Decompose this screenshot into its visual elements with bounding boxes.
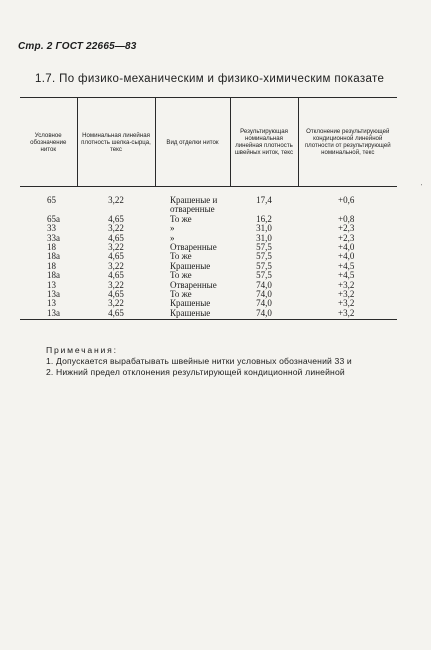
cell-result: 57,5 [256,270,272,281]
cell-code: 65а [47,213,60,224]
cell-finish: То же [170,289,192,300]
cell-silk: 3,22 [108,195,124,205]
cell-silk: 3,22 [108,298,124,309]
cell-code: 13 [47,279,56,290]
table-body [20,187,397,320]
cell-finish: Крашеные [170,260,211,271]
header-deviation: Отклонение результирующей кондиционной линейной плотности от результирующей номинальной, текс [298,98,397,187]
cell-silk: 4,65 [108,213,124,224]
margin-mark: ' [421,184,423,190]
cell-silk: 4,65 [108,232,124,243]
cell-result: 57,5 [256,242,272,253]
cell-result: 57,5 [256,260,272,271]
cell-silk: 4,65 [108,251,124,262]
notes-heading: Примечания: [46,345,118,355]
cell-finish: То же [170,270,192,281]
cell-deviation: +3,2 [338,298,355,309]
cell-result: 31,0 [256,232,272,243]
header-result-density: Результирующая номинальная линейная плотность швейных ниток, текс [230,98,298,187]
header-silk-density: Номинальная линейная плотность шелка-сырца, текс [77,98,155,187]
table-row [20,187,397,215]
cell-result: 74,0 [256,298,272,309]
cell-result: 16,2 [256,213,272,224]
section-title: 1.7. По физико-механическим и физико-химическим показате [35,73,385,85]
notes-block [46,345,401,377]
cell-code: 33 [47,223,56,234]
page-header: Стр. 2 ГОСТ 22665—83 [18,41,137,52]
table-row [20,309,397,320]
cell-deviation: +4,0 [338,242,355,253]
cell-silk: 4,65 [77,309,155,320]
cell-silk: 4,65 [108,270,124,281]
cell-finish: Отваренные [170,279,217,290]
cell-finish: » [170,223,175,234]
header-code: Условное обозначение ниток [20,98,77,187]
cell-deviation: +4,5 [338,270,355,281]
note-item: 1. Допускается вырабатывать швейные нитки условных обозначений 33 и [46,355,352,366]
thread-parameters-table [20,97,397,320]
cell-code: 13 [47,298,56,309]
header-finish: Вид отделки ниток [155,98,230,187]
table-header [20,98,397,187]
cell-code: 18 [47,260,56,271]
cell-code: 65 [47,195,56,205]
cell-deviation: +3,2 [298,309,397,320]
cell-finish: Отваренные [170,242,217,253]
cell-deviation: +0,8 [338,213,355,224]
cell-code: 13а [47,289,60,300]
cell-silk: 3,22 [108,223,124,234]
cell-silk: 4,65 [108,289,124,300]
cell-deviation: +4,5 [338,260,355,271]
cell-deviation: +0,6 [338,195,355,205]
cell-finish: То же [170,213,192,224]
cell-code: 18а [47,251,60,262]
cell-result: 57,5 [256,251,272,262]
cell-finish: » [170,232,175,243]
cell-deviation: +4,0 [338,251,355,262]
cell-result: 17,4 [256,195,272,205]
cell-silk: 3,22 [108,279,124,290]
cell-code: 13а [20,309,77,320]
note-item: 2. Нижний предел отклонения результирующей кондиционной линейной [46,366,345,377]
cell-finish: То же [170,251,192,262]
cell-result: 74,0 [256,289,272,300]
cell-deviation: +2,3 [338,232,355,243]
cell-result: 74,0 [256,279,272,290]
cell-code: 18а [47,270,60,281]
cell-deviation: +2,3 [338,223,355,234]
cell-result: 74,0 [230,309,298,320]
cell-deviation: +3,2 [338,289,355,300]
cell-finish: Крашеные [170,298,211,309]
cell-finish: Крашеные [155,309,230,320]
cell-code: 18 [47,242,56,253]
cell-deviation: +3,2 [338,279,355,290]
cell-finish: Крашеные и отваренные [170,195,218,215]
cell-result: 31,0 [256,223,272,234]
cell-code: 33а [47,232,60,243]
cell-silk: 3,22 [108,260,124,271]
cell-silk: 3,22 [108,242,124,253]
